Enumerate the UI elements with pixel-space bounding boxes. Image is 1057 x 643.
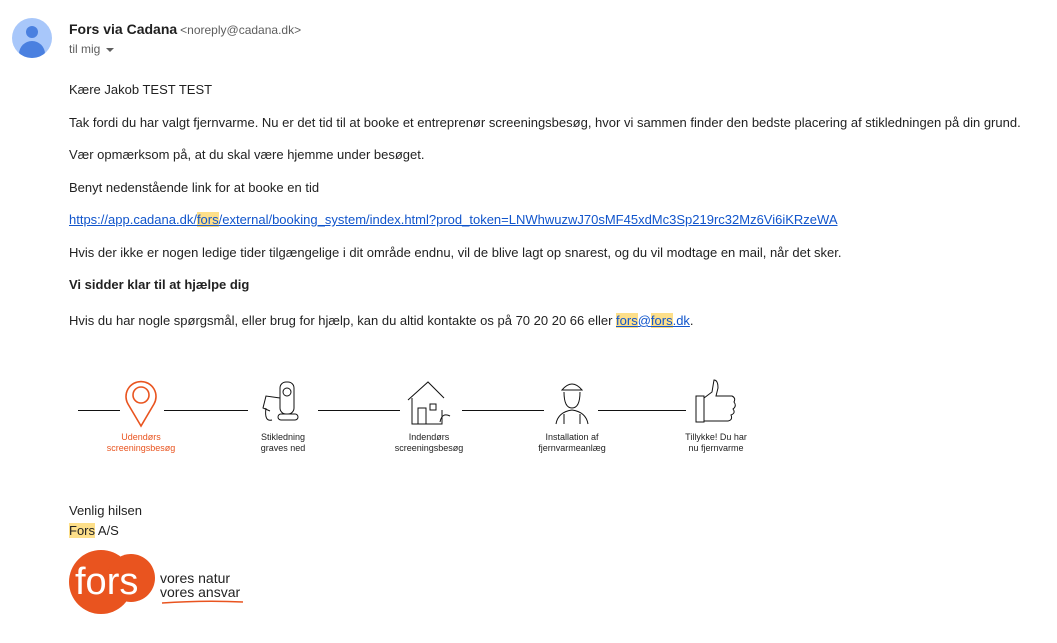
booking-link[interactable]: https://app.cadana.dk/fors/external/booking_system/index.html?prod_token=LNWhwuzwJ70sMF45xdMc3Sp219rc32Mz6Vi6iKRzeWA xyxy=(69,212,838,227)
section-heading: Vi sidder klar til at hjælpe dig xyxy=(69,277,250,292)
greeting: Kære Jakob TEST TEST xyxy=(69,82,213,97)
installer-icon xyxy=(552,378,592,428)
paragraph: Benyt nedenstående link for at booke en tid xyxy=(69,179,320,195)
sender-avatar[interactable] xyxy=(12,18,52,58)
contact-paragraph: Hvis du har nogle spørgsmål, eller brug for hjælp, kan du altid kontakte os på 70 20 20 66 eller fors@fors.dk. xyxy=(69,313,694,328)
sender-email: <noreply@cadana.dk> xyxy=(180,23,302,37)
step-label: Indendørs screeningsbesøg xyxy=(394,432,464,453)
email-body xyxy=(69,82,1021,346)
svg-text:vores ansvar: vores ansvar xyxy=(160,584,241,600)
sender xyxy=(69,21,301,37)
recipient-toggle[interactable] xyxy=(69,42,114,56)
sender-name: Fors via Cadana xyxy=(69,21,178,37)
step-label-active: Udendørs screeningsbesøg xyxy=(106,432,176,453)
svg-text:fors: fors xyxy=(75,561,139,603)
step-label: Tillykke! Du har nu fjernvarme xyxy=(685,432,747,453)
paragraph: Tak fordi du har valgt fjernvarme. Nu er det tid til at booke et entreprenør screeningsbesøg, hvor vi sammen finder den bedste placering af stikledningen på din grund. xyxy=(69,114,1021,130)
thumbs-up-icon xyxy=(692,378,740,428)
paragraph: Hvis der ikke er nogen ledige tider tilgængelige i dit område endnu, vil de blive lagt op snarest, og du vil modtage en mail, når det sker. xyxy=(69,244,842,260)
location-pin-icon xyxy=(123,378,159,428)
paragraph: Vær opmærksom på, at du skal være hjemme under besøget. xyxy=(69,147,425,162)
contact-email-link[interactable]: fors@fors.dk xyxy=(616,313,690,328)
house-icon xyxy=(406,378,452,428)
caret-down-icon xyxy=(106,48,114,52)
fors-logo xyxy=(69,548,249,623)
signature: Venlig hilsen Fors A/S xyxy=(69,503,142,538)
process-steps xyxy=(78,376,748,456)
recipient-label: til mig xyxy=(69,42,101,56)
step-label: Stikledning graves ned xyxy=(260,432,306,453)
svg-text:vores natur: vores natur xyxy=(160,570,231,586)
step-label: Installation af fjernvarmeanlæg xyxy=(538,432,606,453)
excavator-icon xyxy=(260,378,306,428)
